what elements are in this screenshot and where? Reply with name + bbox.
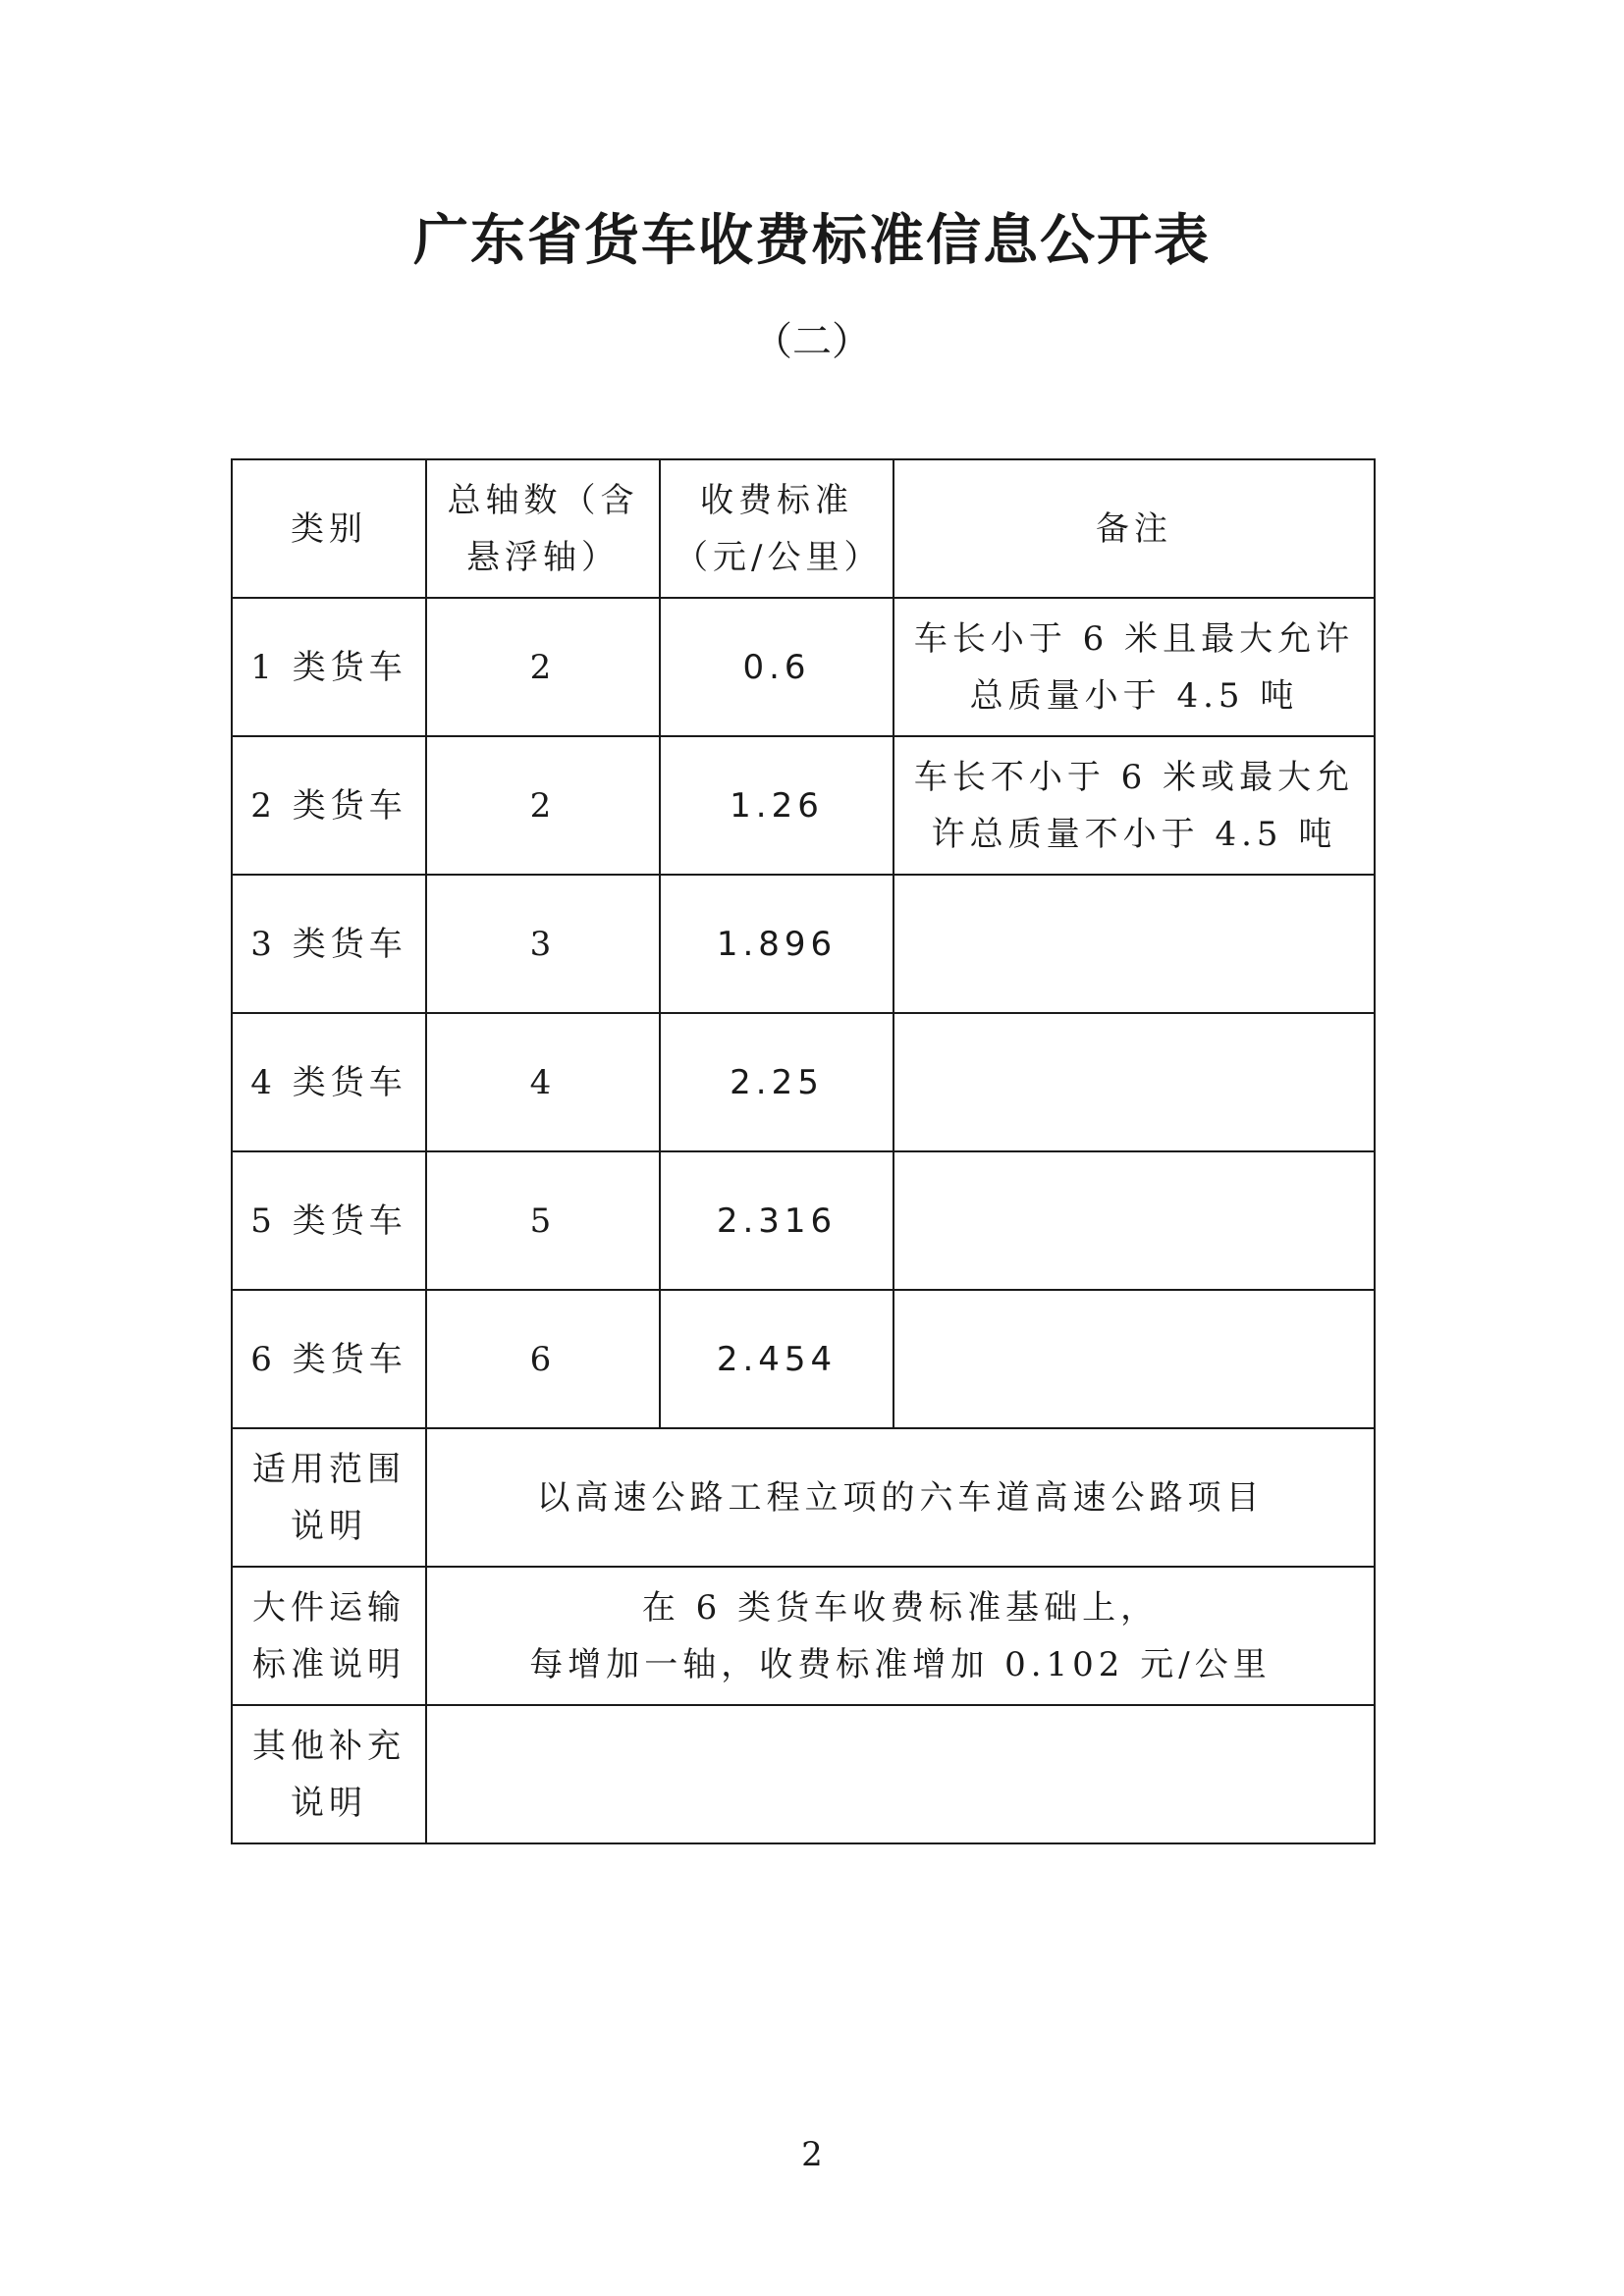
- row-notes: [893, 875, 1375, 1013]
- row-axles: 4: [426, 1013, 660, 1151]
- row-rate: 1.26: [660, 736, 893, 875]
- row-rate: 2.25: [660, 1013, 893, 1151]
- page-subtitle: （二）: [753, 319, 871, 364]
- table-row: [232, 875, 1375, 1013]
- fee-table: [231, 458, 1376, 1844]
- page-number: 2: [801, 2135, 823, 2174]
- row-rate: 2.454: [660, 1290, 893, 1428]
- row-category: 4 类货车: [232, 1013, 426, 1151]
- row-axles: 2: [426, 598, 660, 736]
- scope-value: 以高速公路工程立项的六车道高速公路项目: [426, 1428, 1375, 1567]
- table-row: [232, 736, 1375, 875]
- oversize-row: [232, 1567, 1375, 1705]
- row-notes: 车长小于 6 米且最大允许总质量小于 4.5 吨: [893, 598, 1375, 736]
- scope-row: [232, 1428, 1375, 1567]
- table-row: [232, 598, 1375, 736]
- header-notes: 备注: [893, 459, 1375, 598]
- table-header-row: [232, 459, 1375, 598]
- row-rate: 2.316: [660, 1151, 893, 1290]
- oversize-value: [426, 1567, 1375, 1705]
- row-category: 1 类货车: [232, 598, 426, 736]
- table-row: [232, 1151, 1375, 1290]
- table-row: [232, 1290, 1375, 1428]
- row-rate: 0.6: [660, 598, 893, 736]
- row-category: 2 类货车: [232, 736, 426, 875]
- row-notes: [893, 1290, 1375, 1428]
- header-axles: 总轴数（含悬浮轴）: [426, 459, 660, 598]
- scope-label: 适用范围说明: [232, 1428, 426, 1567]
- row-axles: 5: [426, 1151, 660, 1290]
- row-category: 6 类货车: [232, 1290, 426, 1428]
- table-row: [232, 1013, 1375, 1151]
- row-notes: [893, 1151, 1375, 1290]
- row-notes: [893, 1013, 1375, 1151]
- row-axles: 6: [426, 1290, 660, 1428]
- header-category: 类别: [232, 459, 426, 598]
- row-category: 3 类货车: [232, 875, 426, 1013]
- oversize-label: 大件运输标准说明: [232, 1567, 426, 1705]
- oversize-line-1: 在 6 类货车收费标准基础上，: [641, 1587, 1160, 1628]
- page-title: 广东省货车收费标准信息公开表: [413, 208, 1211, 273]
- other-row: [232, 1705, 1375, 1843]
- row-axles: 2: [426, 736, 660, 875]
- header-rate: 收费标准（元/公里）: [660, 459, 893, 598]
- other-label: 其他补充说明: [232, 1705, 426, 1843]
- oversize-line-2: 每增加一轴，收费标准增加 0.102 元/公里: [529, 1644, 1272, 1684]
- row-notes: 车长不小于 6 米或最大允许总质量不小于 4.5 吨: [893, 736, 1375, 875]
- row-axles: 3: [426, 875, 660, 1013]
- row-rate: 1.896: [660, 875, 893, 1013]
- other-value: [426, 1705, 1375, 1843]
- row-category: 5 类货车: [232, 1151, 426, 1290]
